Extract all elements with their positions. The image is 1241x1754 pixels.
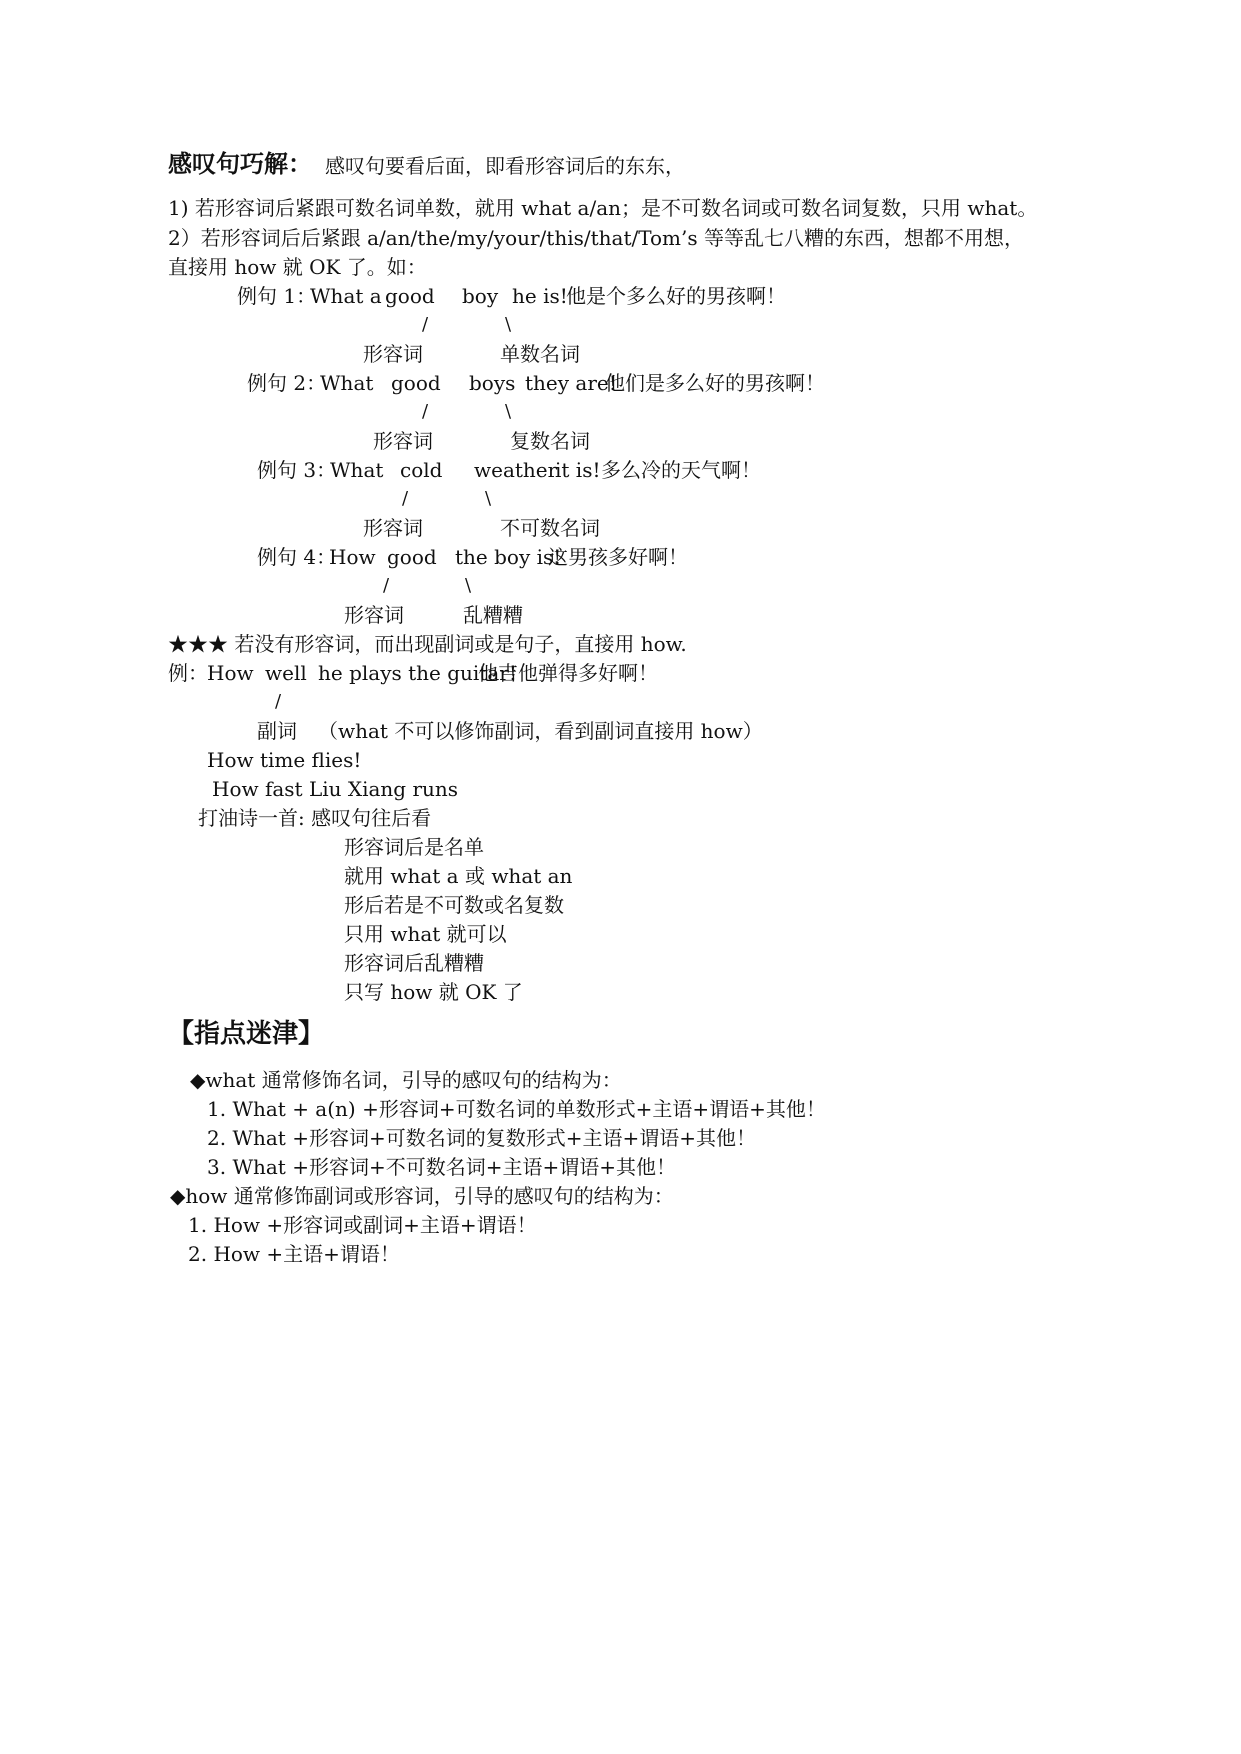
adverb-example-annotation: 副词 bbox=[257, 719, 297, 743]
poem-intro: 打油诗一首: 感叹句往后看 bbox=[198, 806, 432, 830]
poem-line-5: 形容词后乱糟糟 bbox=[344, 951, 484, 975]
adverb-note: ★★★ 若没有形容词，而出现副词或是句子，直接用 how. bbox=[168, 632, 687, 656]
example-2-annotation-right: 复数名词 bbox=[510, 429, 590, 453]
page-title: 感叹句巧解： bbox=[168, 150, 312, 178]
example-4-slash-right: \ bbox=[465, 575, 472, 596]
example-2-annotation-left: 形容词 bbox=[373, 429, 433, 453]
adverb-example-translation: 他吉他弹得多好啊！ bbox=[478, 661, 658, 685]
example-2-word-4: they are! bbox=[525, 371, 617, 395]
how-structure-intro: ◆how 通常修饰副词或形容词，引导的感叹句的结构为： bbox=[170, 1184, 674, 1208]
more-example-2: How fast Liu Xiang runs bbox=[212, 777, 459, 801]
what-structure-3: 3. What +形容词+不可数名词+主语+谓语+其他！ bbox=[207, 1155, 676, 1179]
example-3-label: 例句 3： bbox=[257, 458, 337, 482]
adverb-example-slash: / bbox=[275, 691, 282, 712]
example-4-label: 例句 4： bbox=[257, 545, 337, 569]
example-1-translation: 他是个多么好的男孩啊！ bbox=[566, 284, 786, 308]
example-2-label: 例句 2： bbox=[247, 371, 327, 395]
example-2-word-1: What bbox=[320, 371, 374, 395]
poem-line-6: 只写 how 就 OK 了 bbox=[344, 980, 523, 1004]
how-structure-2: 2. How +主语+谓语！ bbox=[188, 1242, 400, 1266]
example-4-word-1: How bbox=[329, 545, 376, 569]
example-3-translation: 多么冷的天气啊！ bbox=[601, 458, 761, 482]
example-1-slash-right: \ bbox=[505, 314, 512, 335]
example-1-slash-left: / bbox=[422, 314, 429, 335]
example-1-word-2: good bbox=[385, 284, 435, 308]
example-3-word-1: What bbox=[330, 458, 384, 482]
example-2-slash-left: / bbox=[422, 401, 429, 422]
example-1-annotation-left: 形容词 bbox=[363, 342, 423, 366]
example-4-word-3: the boy is! bbox=[455, 545, 562, 569]
rule-2-line-2: 直接用 how 就 OK 了。如： bbox=[168, 255, 427, 279]
more-example-1: How time flies! bbox=[207, 748, 362, 772]
example-1-annotation-right: 单数名词 bbox=[500, 342, 580, 366]
example-2-word-3: boys bbox=[469, 371, 516, 395]
adverb-example-annotation-note: （what 不可以修饰副词，看到副词直接用 how） bbox=[318, 719, 763, 743]
example-3-word-2: cold bbox=[400, 458, 443, 482]
example-1-label: 例句 1： bbox=[237, 284, 317, 308]
adverb-example-label: 例： bbox=[168, 661, 208, 685]
adverb-example-word-1: How bbox=[207, 661, 254, 685]
page-subtitle: 感叹句要看后面，即看形容词后的东东， bbox=[325, 154, 685, 178]
example-3-annotation-right: 不可数名词 bbox=[500, 516, 600, 540]
example-4-translation: 这男孩多好啊！ bbox=[548, 545, 688, 569]
poem-line-1: 形容词后是名单 bbox=[344, 835, 484, 859]
rule-2-line-1: 2）若形容词后后紧跟 a/an/the/my/your/this/that/Tom’s 等等乱七八糟的东西，想都不用想， bbox=[168, 226, 1025, 250]
adverb-example-word-2: well bbox=[265, 661, 307, 685]
how-structure-1: 1. How +形容词或副词+主语+谓语！ bbox=[188, 1213, 537, 1237]
example-4-word-2: good bbox=[387, 545, 437, 569]
tips-heading: 【指点迷津】 bbox=[168, 1019, 325, 1049]
example-2-word-2: good bbox=[391, 371, 441, 395]
example-4-slash-left: / bbox=[383, 575, 390, 596]
rule-1: 1) 若形容词后紧跟可数名词单数，就用 what a/an；是不可数名词或可数名词复数，只用 what。 bbox=[168, 196, 1038, 220]
adverb-example-word-3: he plays the guitar! bbox=[318, 661, 517, 685]
what-structure-2: 2. What +形容词+可数名词的复数形式+主语+谓语+其他！ bbox=[207, 1126, 756, 1150]
example-2-slash-right: \ bbox=[505, 401, 512, 422]
poem-line-4: 只用 what 就可以 bbox=[344, 922, 507, 946]
example-4-annotation-right: 乱糟糟 bbox=[463, 603, 523, 627]
example-3-word-4: it is! bbox=[555, 458, 601, 482]
example-2-translation: 他们是多么好的男孩啊！ bbox=[605, 371, 825, 395]
example-1-word-4: he is! bbox=[512, 284, 568, 308]
example-4-annotation-left: 形容词 bbox=[344, 603, 404, 627]
example-3-word-3: weather bbox=[474, 458, 558, 482]
example-3-slash-left: / bbox=[402, 488, 409, 509]
poem-line-2: 就用 what a 或 what an bbox=[344, 864, 573, 888]
what-structure-1: 1. What + a(n) +形容词+可数名词的单数形式+主语+谓语+其他！ bbox=[207, 1097, 826, 1121]
example-1-word-1: What a bbox=[310, 284, 382, 308]
example-1-word-3: boy bbox=[462, 284, 499, 308]
what-structure-intro: ◆what 通常修饰名词，引导的感叹句的结构为： bbox=[190, 1068, 622, 1092]
poem-line-3: 形后若是不可数或名复数 bbox=[344, 893, 564, 917]
example-3-annotation-left: 形容词 bbox=[363, 516, 423, 540]
example-3-slash-right: \ bbox=[485, 488, 492, 509]
